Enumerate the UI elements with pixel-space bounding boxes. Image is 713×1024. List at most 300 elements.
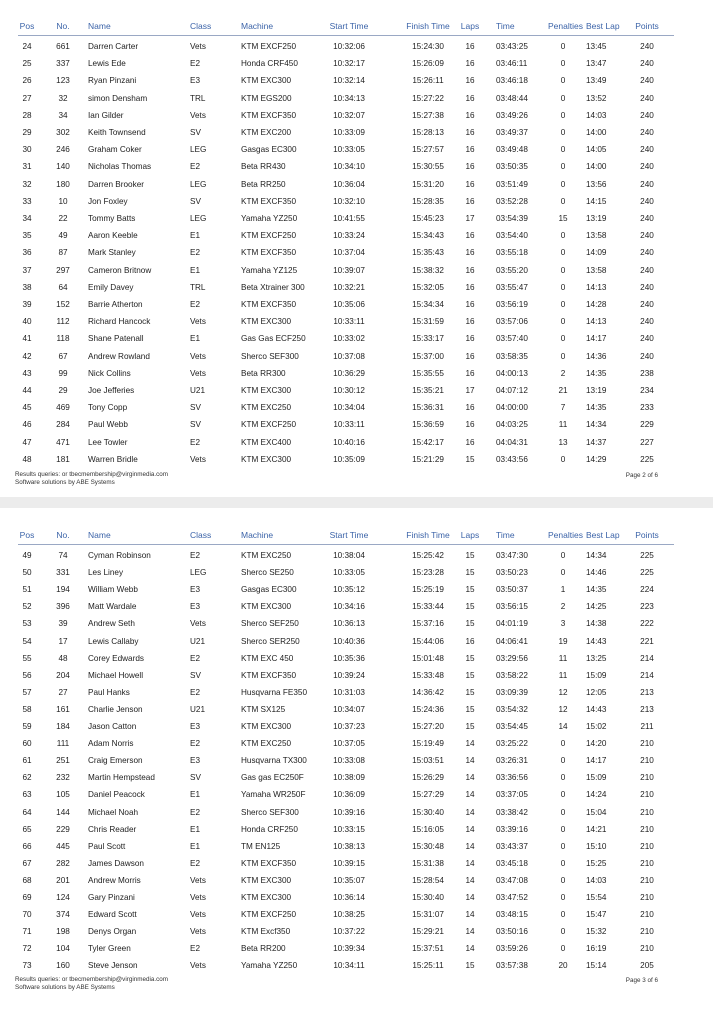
table-row [0, 176, 713, 193]
cell-laps: 16 [465, 420, 475, 430]
cell-machine: KTM EXCF350 [241, 858, 297, 868]
cell-laps: 16 [465, 59, 475, 69]
table-row [0, 667, 713, 684]
cell-name: Tommy Batts [88, 214, 136, 223]
cell-laps: 14 [465, 910, 475, 920]
cell-finish-time: 15:01:48 [412, 653, 444, 663]
cell-points: 210 [640, 893, 654, 902]
cell-time: 03:55:47 [496, 282, 528, 292]
cell-class: Vets [190, 454, 206, 464]
cell-laps: 16 [465, 368, 475, 378]
cell-time: 03:37:05 [496, 790, 528, 800]
cell-best-lap: 13:56 [586, 179, 607, 189]
cell-pos: 55 [22, 653, 32, 663]
cell-finish-time: 15:19:49 [412, 739, 444, 749]
cell-time: 03:39:16 [496, 824, 528, 834]
cell-best-lap: 15:14 [586, 961, 607, 971]
cell-points: 213 [640, 704, 654, 714]
cell-penalties: 11 [558, 653, 568, 663]
cell-start-time: 10:33:24 [333, 231, 365, 241]
cell-time: 04:03:25 [496, 420, 528, 430]
cell-machine: Beta RR300 [241, 368, 286, 378]
cell-class: E1 [190, 841, 201, 851]
table-row [0, 957, 713, 974]
cell-class: E2 [190, 807, 201, 817]
cell-penalties: 12 [558, 687, 568, 697]
cell-name: Chris Reader [88, 824, 137, 834]
cell-points: 240 [640, 76, 654, 86]
cell-pos: 51 [22, 585, 32, 595]
cell-finish-time: 15:37:00 [412, 351, 444, 361]
cell-time: 03:49:26 [496, 110, 528, 120]
cell-laps: 16 [465, 282, 475, 292]
cell-laps: 14 [465, 790, 475, 800]
cell-start-time: 10:32:14 [333, 76, 365, 86]
cell-pos: 71 [22, 927, 32, 937]
cell-class: TRL [190, 93, 206, 103]
cell-machine: Gas Gas ECF250 [241, 334, 306, 344]
table-row [0, 821, 713, 838]
cell-time: 03:49:48 [496, 145, 528, 155]
cell-pos: 29 [22, 128, 32, 137]
cell-name: Ian Gilder [88, 110, 124, 120]
cell-points: 224 [640, 585, 654, 595]
cell-points: 210 [640, 858, 654, 868]
cell-name: Barrie Atherton [88, 300, 143, 309]
cell-class: LEG [190, 214, 207, 223]
cell-name: Emily Davey [88, 282, 134, 292]
cell-machine: KTM EXC200 [241, 128, 292, 137]
cell-machine: KTM EXC300 [241, 602, 292, 612]
cell-start-time: 10:32:10 [333, 196, 365, 206]
cell-class: E2 [190, 687, 201, 697]
cell-no: 284 [56, 420, 70, 430]
cell-finish-time: 15:24:36 [412, 704, 444, 714]
cell-best-lap: 16:19 [586, 944, 607, 954]
cell-laps: 14 [465, 756, 475, 766]
cell-name: Andrew Rowland [88, 351, 150, 361]
cell-machine: KTM EXCF350 [241, 670, 297, 680]
cell-finish-time: 15:16:05 [412, 824, 444, 834]
cell-penalties: 0 [560, 858, 566, 868]
cell-no: 105 [56, 790, 70, 800]
cell-penalties: 0 [560, 927, 566, 937]
cell-no: 297 [56, 265, 70, 275]
cell-name: Nick Collins [88, 368, 131, 378]
table-row [0, 735, 713, 752]
header-laps: Laps [460, 21, 480, 31]
cell-laps: 17 [465, 214, 475, 223]
cell-points: 210 [640, 824, 654, 834]
cell-pos: 40 [22, 317, 32, 327]
cell-pos: 73 [22, 961, 32, 971]
cell-penalties: 0 [560, 739, 566, 749]
cell-no: 118 [56, 334, 70, 344]
cell-start-time: 10:36:13 [333, 619, 365, 629]
cell-laps: 16 [465, 196, 475, 206]
header-divider [18, 35, 674, 36]
cell-points: 214 [640, 653, 654, 663]
cell-best-lap: 15:09 [586, 773, 607, 783]
cell-machine: Honda CRF250 [241, 824, 298, 834]
cell-name: Tyler Green [88, 944, 131, 954]
cell-penalties: 1 [560, 585, 566, 595]
cell-start-time: 10:38:09 [333, 773, 365, 783]
cell-best-lap: 14:20 [586, 739, 607, 749]
table-row [0, 889, 713, 906]
cell-penalties: 0 [560, 824, 566, 834]
cell-no: 74 [58, 551, 68, 560]
cell-name: William Webb [88, 585, 138, 595]
cell-points: 214 [640, 670, 654, 680]
cell-no: 246 [56, 145, 70, 155]
cell-class: Vets [190, 961, 206, 971]
cell-pos: 35 [22, 231, 32, 241]
cell-name: Craig Emerson [88, 756, 143, 766]
table-row [0, 399, 713, 416]
cell-laps: 16 [465, 93, 475, 103]
cell-finish-time: 15:34:43 [412, 231, 444, 241]
cell-points: 227 [640, 437, 654, 447]
cell-class: E2 [190, 739, 201, 749]
cell-pos: 53 [22, 619, 32, 629]
table-row [0, 923, 713, 940]
cell-time: 03:50:23 [496, 568, 528, 578]
cell-penalties: 0 [560, 756, 566, 766]
header-divider [18, 544, 674, 545]
cell-class: LEG [190, 145, 207, 155]
cell-class: E3 [190, 76, 201, 86]
cell-laps: 16 [465, 300, 475, 309]
cell-no: 64 [58, 282, 68, 292]
cell-finish-time: 15:37:51 [412, 944, 444, 954]
cell-laps: 14 [465, 824, 475, 834]
cell-start-time: 10:34:04 [333, 403, 365, 413]
header-class: Class [190, 21, 212, 31]
cell-finish-time: 15:31:20 [412, 179, 444, 189]
header-laps: Laps [460, 530, 480, 540]
cell-pos: 27 [22, 93, 32, 103]
software-credit-text: Software solutions by ABE Systems [15, 479, 115, 486]
cell-start-time: 10:40:36 [333, 636, 365, 646]
cell-time: 03:25:22 [496, 739, 528, 749]
cell-start-time: 10:35:09 [333, 454, 365, 464]
cell-time: 03:54:45 [496, 722, 528, 731]
cell-no: 180 [56, 179, 70, 189]
cell-penalties: 21 [558, 386, 568, 395]
cell-name: Gary Pinzani [88, 893, 135, 902]
cell-machine: Gas gas EC250F [241, 773, 304, 783]
cell-penalties: 2 [560, 368, 566, 378]
cell-start-time: 10:36:04 [333, 179, 365, 189]
cell-machine: KTM EXCF350 [241, 248, 297, 258]
cell-laps: 14 [465, 875, 475, 885]
cell-machine: Beta RR200 [241, 944, 286, 954]
cell-machine: KTM EXCF250 [241, 231, 297, 241]
cell-class: SV [190, 773, 201, 783]
cell-points: 225 [640, 568, 654, 578]
cell-best-lap: 14:43 [586, 636, 607, 646]
cell-points: 240 [640, 248, 654, 258]
results-queries-text: Results queries: or tbecmembership@virginmedia.com [15, 976, 169, 983]
cell-laps: 16 [465, 231, 475, 241]
cell-time: 03:59:26 [496, 944, 528, 954]
cell-class: SV [190, 420, 201, 430]
cell-finish-time: 15:30:40 [412, 893, 444, 902]
cell-class: E2 [190, 300, 201, 309]
cell-points: 240 [640, 42, 654, 51]
cell-points: 210 [640, 841, 654, 851]
cell-best-lap: 14:24 [586, 790, 607, 800]
cell-best-lap: 14:34 [586, 551, 607, 560]
cell-pos: 56 [22, 670, 32, 680]
cell-name: Lewis Ede [88, 59, 126, 69]
cell-name: Cyman Robinson [88, 551, 151, 560]
header-pos: Pos [19, 21, 35, 31]
cell-pos: 58 [22, 704, 32, 714]
cell-time: 03:54:32 [496, 704, 528, 714]
cell-best-lap: 14:29 [586, 454, 607, 464]
header-time: Time [496, 21, 515, 31]
cell-start-time: 10:32:06 [333, 42, 365, 51]
cell-class: Vets [190, 351, 206, 361]
cell-time: 03:47:08 [496, 875, 528, 885]
cell-machine: Sherco SEF300 [241, 807, 299, 817]
page-number: Page 2 of 6 [625, 472, 658, 479]
cell-class: Vets [190, 42, 206, 51]
cell-finish-time: 15:33:17 [412, 334, 444, 344]
cell-penalties: 7 [560, 403, 566, 413]
cell-class: SV [190, 403, 201, 413]
cell-machine: Beta RR250 [241, 179, 286, 189]
cell-name: Cameron Britnow [88, 265, 152, 275]
header-finish-time: Finish Time [406, 21, 450, 31]
cell-start-time: 10:38:04 [333, 551, 365, 560]
cell-class: Vets [190, 927, 206, 937]
cell-name: Adam Norris [88, 739, 134, 749]
cell-name: Tony Copp [88, 403, 128, 413]
cell-points: 225 [640, 454, 654, 464]
cell-pos: 47 [22, 437, 32, 447]
cell-machine: KTM EXC300 [241, 76, 292, 86]
cell-finish-time: 15:21:29 [412, 454, 444, 464]
cell-class: Vets [190, 910, 206, 920]
cell-finish-time: 15:27:22 [412, 93, 444, 103]
cell-time: 03:55:20 [496, 265, 528, 275]
table-row [0, 598, 713, 615]
cell-no: 194 [56, 585, 70, 595]
cell-machine: Yamaha WR250F [241, 790, 306, 800]
cell-no: 112 [56, 317, 70, 327]
header-penalties: Penalties [548, 530, 583, 540]
cell-no: 204 [56, 670, 70, 680]
cell-name: Graham Coker [88, 145, 142, 155]
cell-no: 104 [56, 944, 70, 954]
cell-points: 240 [640, 59, 654, 69]
cell-laps: 15 [465, 551, 475, 560]
cell-points: 240 [640, 334, 654, 344]
header-name: Name [88, 21, 111, 31]
cell-class: E1 [190, 824, 201, 834]
cell-class: SV [190, 128, 201, 137]
cell-class: Vets [190, 619, 206, 629]
cell-penalties: 0 [560, 196, 566, 206]
cell-machine: Gasgas EC300 [241, 585, 297, 595]
cell-pos: 45 [22, 403, 32, 413]
cell-pos: 70 [22, 910, 32, 920]
cell-no: 445 [56, 841, 70, 851]
cell-time: 03:26:31 [496, 756, 528, 766]
cell-start-time: 10:33:11 [333, 317, 365, 327]
cell-pos: 68 [22, 875, 32, 885]
cell-time: 04:00:00 [496, 403, 528, 413]
cell-name: simon Densham [88, 93, 148, 103]
cell-penalties: 0 [560, 317, 566, 327]
table-row [0, 313, 713, 330]
cell-machine: KTM EXC300 [241, 317, 292, 327]
cell-finish-time: 15:34:34 [412, 300, 444, 309]
cell-class: U21 [190, 636, 206, 646]
cell-machine: Sherco SEF250 [241, 619, 299, 629]
results-page-2 [0, 0, 713, 497]
cell-best-lap: 15:25 [586, 858, 607, 868]
table-row [0, 855, 713, 872]
cell-machine: KTM EXC250 [241, 739, 292, 749]
header-finish-time: Finish Time [406, 530, 450, 540]
cell-penalties: 0 [560, 454, 566, 464]
cell-time: 03:57:38 [496, 961, 528, 971]
cell-class: E3 [190, 722, 201, 731]
cell-time: 04:00:13 [496, 368, 528, 378]
cell-time: 03:50:37 [496, 585, 528, 595]
cell-finish-time: 15:24:30 [412, 42, 444, 51]
cell-machine: KTM SX125 [241, 704, 286, 714]
cell-pos: 37 [22, 265, 32, 275]
cell-start-time: 10:37:05 [333, 739, 365, 749]
cell-start-time: 10:37:23 [333, 722, 365, 731]
cell-best-lap: 14:28 [586, 300, 607, 309]
table-row [0, 72, 713, 89]
cell-laps: 15 [465, 670, 475, 680]
cell-time: 03:56:19 [496, 300, 528, 309]
cell-class: E2 [190, 437, 201, 447]
cell-machine: KTM EXC300 [241, 893, 292, 902]
cell-pos: 32 [22, 179, 32, 189]
cell-finish-time: 15:23:28 [412, 568, 444, 578]
cell-penalties: 0 [560, 893, 566, 902]
cell-time: 03:46:11 [496, 59, 528, 69]
cell-penalties: 0 [560, 76, 566, 86]
cell-best-lap: 14:43 [586, 704, 607, 714]
cell-pos: 46 [22, 420, 32, 430]
cell-machine: Sherco SEF300 [241, 351, 299, 361]
cell-machine: KTM EXCF250 [241, 420, 297, 430]
cell-pos: 30 [22, 145, 32, 155]
cell-penalties: 0 [560, 162, 566, 172]
cell-points: 238 [640, 368, 654, 378]
cell-pos: 33 [22, 196, 32, 206]
cell-machine: KTM EXC400 [241, 437, 292, 447]
cell-time: 03:45:18 [496, 858, 528, 868]
cell-penalties: 0 [560, 179, 566, 189]
cell-name: Charlie Jenson [88, 704, 143, 714]
cell-no: 661 [56, 42, 70, 51]
cell-best-lap: 13:52 [586, 93, 607, 103]
cell-name: Shane Patenall [88, 334, 144, 344]
table-row [0, 906, 713, 923]
cell-machine: Sherco SER250 [241, 636, 300, 646]
cell-best-lap: 14:13 [586, 317, 607, 327]
cell-best-lap: 15:04 [586, 807, 607, 817]
cell-best-lap: 13:25 [586, 653, 607, 663]
results-page-3 [0, 508, 713, 1024]
cell-time: 03:54:40 [496, 231, 528, 241]
cell-penalties: 0 [560, 568, 566, 578]
cell-name: Martin Hempstead [88, 773, 155, 783]
header-start-time: Start Time [329, 530, 369, 540]
cell-name: Lee Towler [88, 437, 128, 447]
cell-penalties: 0 [560, 231, 566, 241]
cell-class: E2 [190, 248, 201, 258]
cell-pos: 42 [22, 351, 32, 361]
cell-no: 331 [56, 568, 70, 578]
cell-pos: 52 [22, 602, 32, 612]
cell-penalties: 15 [558, 214, 568, 223]
cell-no: 161 [56, 704, 70, 714]
cell-start-time: 10:32:21 [333, 282, 365, 292]
cell-no: 39 [58, 619, 68, 629]
cell-points: 240 [640, 300, 654, 309]
cell-points: 210 [640, 927, 654, 937]
cell-finish-time: 15:27:57 [412, 145, 444, 155]
cell-start-time: 10:37:22 [333, 927, 365, 937]
cell-finish-time: 15:36:31 [412, 403, 444, 413]
cell-no: 34 [58, 110, 68, 120]
cell-laps: 16 [465, 437, 475, 447]
table-row [0, 330, 713, 347]
header-points: Points [635, 21, 659, 31]
table-row [0, 838, 713, 855]
cell-best-lap: 13:49 [586, 76, 607, 86]
table-row [0, 158, 713, 175]
cell-time: 03:57:40 [496, 334, 528, 344]
cell-best-lap: 14:21 [586, 824, 607, 834]
header-penalties: Penalties [548, 21, 583, 31]
cell-name: Ryan Pinzani [88, 76, 137, 86]
cell-machine: Sherco SE250 [241, 568, 294, 578]
cell-class: LEG [190, 568, 207, 578]
cell-laps: 16 [465, 351, 475, 361]
cell-pos: 38 [22, 282, 32, 292]
cell-time: 04:04:31 [496, 437, 528, 447]
cell-penalties: 13 [558, 437, 568, 447]
cell-finish-time: 15:30:40 [412, 807, 444, 817]
cell-points: 210 [640, 944, 654, 954]
cell-best-lap: 14:13 [586, 282, 607, 292]
cell-laps: 16 [465, 162, 475, 172]
cell-start-time: 10:33:09 [333, 128, 365, 137]
cell-class: E3 [190, 585, 201, 595]
cell-best-lap: 14:35 [586, 368, 607, 378]
cell-pos: 43 [22, 368, 32, 378]
cell-no: 396 [56, 602, 70, 612]
cell-name: Lewis Callaby [88, 636, 139, 646]
cell-points: 205 [640, 961, 654, 971]
cell-no: 184 [56, 722, 70, 731]
cell-penalties: 0 [560, 300, 566, 309]
cell-best-lap: 14:05 [586, 145, 607, 155]
cell-class: E2 [190, 858, 201, 868]
